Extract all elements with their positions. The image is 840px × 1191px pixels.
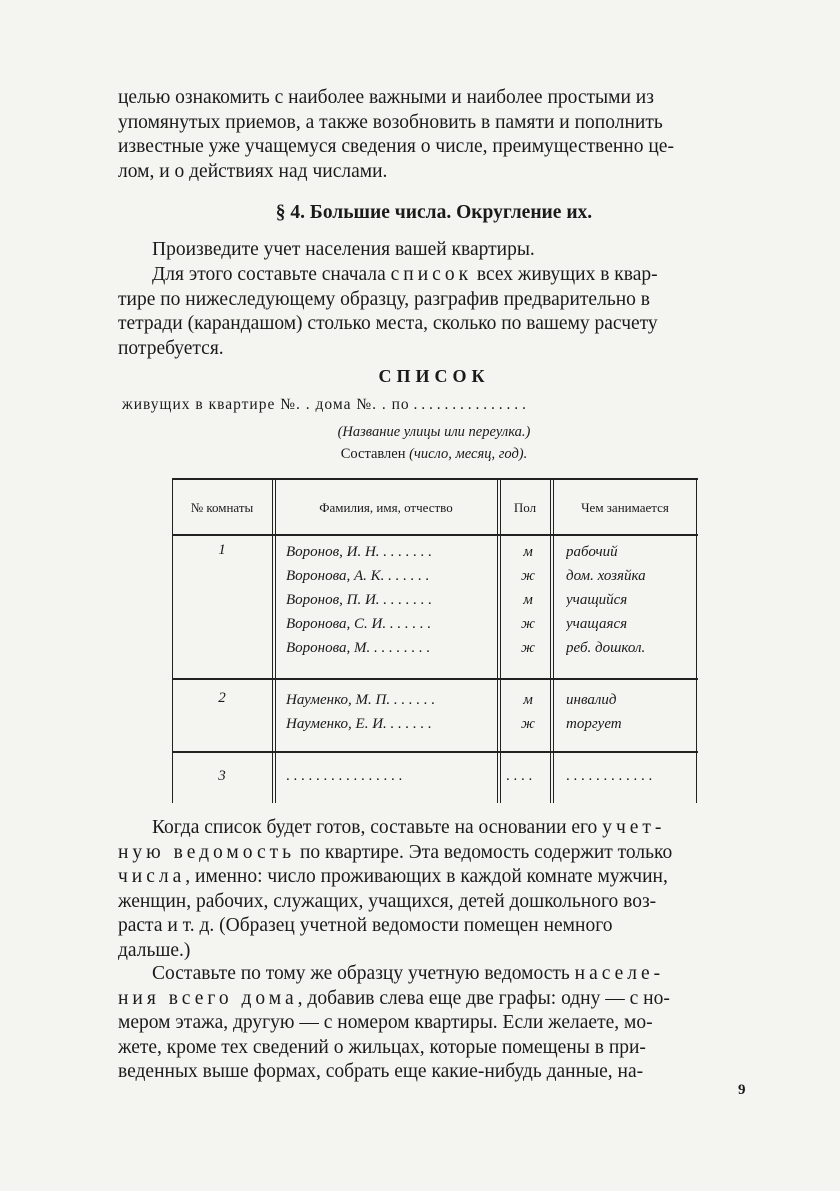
intro-line-2: упомянутых приемов, а также возобновить в памяти и пополнить	[118, 111, 663, 133]
room-2-person-1-occupation: инвалид	[566, 692, 617, 708]
para2-line-2: тире по нижеследующему образцу, разграфив предварительно в	[118, 288, 650, 310]
para4-emphasis-1: населе-	[574, 963, 665, 984]
para4-line-3: мером этажа, другую — с номером квартиры. Если желаете, мо-	[118, 1012, 653, 1033]
header-name: Фамилия, имя, отчество	[319, 499, 453, 515]
section-heading: § 4. Большие числа. Округление их.	[275, 202, 593, 223]
intro-line-3: известные уже учащемуся сведения о числе, преимущественно це-	[118, 136, 674, 157]
room-3-occupation-dots: . . . . . . . . . . . .	[566, 768, 653, 784]
form-compiled-line	[118, 446, 750, 463]
para2-line-3: тетради (карандашом) столько места, сколько по вашему расчету	[118, 313, 658, 334]
compiled-label: Составлен	[340, 446, 406, 462]
room-1-person-5-occupation: реб. дошкол.	[566, 640, 646, 656]
para2-line-1a: Для этого составьте сначала	[152, 264, 391, 285]
header-sex: Пол	[513, 499, 537, 515]
para2-line-4: потребуется.	[118, 337, 224, 359]
room-1-person-4-sex: ж	[521, 616, 535, 632]
room-1-person-3-occupation: учащийся	[566, 592, 628, 608]
intro-line-4: лом, и о действиях над числами.	[118, 160, 388, 182]
para3-emphasis-1: учет-	[602, 817, 666, 838]
room-1-number: 1	[218, 542, 226, 558]
form-address-dots: . . . . . . . . . . . . . . .	[413, 396, 526, 413]
page-number: 9	[738, 1082, 746, 1098]
para2-emphasis-list: список	[390, 264, 473, 285]
para1-line-1: Произведите учет населения вашей квартиры.	[152, 239, 535, 260]
table-header-rule	[172, 534, 698, 536]
room-2-person-1-name: Науменко, М. П. . . . . . .	[286, 692, 436, 708]
room-1-person-5-sex: ж	[521, 640, 535, 656]
room-3-name-dots: . . . . . . . . . . . . . . . .	[286, 768, 403, 784]
form-address-line	[122, 396, 750, 414]
form-address-prefix: живущих в квартире №. . дома №. . по	[122, 396, 410, 413]
room-1-person-3-sex: м	[523, 592, 533, 608]
room-2-person-1-sex: м	[523, 692, 533, 708]
para3-emphasis-2: ную ведомость	[118, 841, 296, 863]
room-2-number: 2	[218, 690, 226, 706]
intro-paragraph	[118, 86, 750, 184]
para4-line-2b: , добавив слева еще две графы: одну — с но-	[297, 987, 670, 1009]
table-room1-rule	[172, 678, 698, 680]
room-1-person-2-occupation: дом. хозяйка	[566, 568, 646, 584]
room-2-person-2-occupation: торгует	[566, 716, 622, 732]
para3-line-6: дальше.)	[118, 939, 191, 961]
para3-line-2b: по квартире. Эта ведомость содержит только	[295, 841, 673, 863]
room-1-person-5-name: Воронова, М. . . . . . . . .	[286, 640, 431, 656]
table-top-border	[172, 478, 698, 480]
room-1-person-1-name: Воронов, И. Н. . . . . . . .	[286, 544, 433, 560]
form-title: СПИСОК	[378, 366, 490, 386]
para3-line-4: женщин, рабочих, служащих, учащихся, детей дошкольного воз-	[118, 890, 657, 912]
form-street-note	[118, 424, 750, 441]
room-1-person-1-occupation: рабочий	[566, 544, 618, 560]
room-3-sex-dots: . . . .	[506, 768, 533, 784]
intro-line-1: целью ознакомить с наиболее важными и наиболее простыми из	[118, 87, 654, 108]
table-room2-rule	[172, 751, 698, 753]
room-3-number: 3	[218, 768, 226, 784]
para3-emphasis-3: числа	[118, 866, 186, 887]
compiled-note: (число, месяц, год).	[409, 446, 528, 462]
room-1-person-2-sex: ж	[521, 568, 535, 584]
header-room: № комнаты	[190, 499, 254, 515]
para4-line-5: веденных выше формах, собрать еще какие-нибудь данные, на-	[118, 1061, 644, 1082]
paragraph-house-register	[118, 962, 750, 1085]
para3-line-3b: , именно: число проживающих в каждой комнате мужчин,	[185, 866, 668, 887]
header-occupation: Чем занимается	[581, 499, 669, 515]
paragraph-census	[118, 238, 750, 263]
room-2-person-2-sex: ж	[521, 716, 535, 732]
street-note-text: (Название улицы или переулка.)	[337, 424, 531, 440]
table-right-border	[696, 478, 697, 803]
room-1-person-1-sex: м	[523, 544, 533, 560]
para4-emphasis-2: ния всего дома	[118, 987, 298, 1009]
para4-line-1a: Составьте по тому же образцу учетную ведомость	[152, 963, 575, 984]
residents-table	[172, 478, 698, 803]
para2-line-1c: всех живущих в квар-	[472, 264, 658, 285]
room-1-person-4-name: Воронова, С. И. . . . . . .	[286, 616, 432, 632]
para3-line-1a: Когда список будет готов, составьте на основании его	[152, 817, 603, 838]
room-1-person-2-name: Воронова, А. К. . . . . . .	[286, 568, 430, 584]
room-1-person-4-occupation: учащаяся	[566, 616, 628, 632]
room-1-person-3-name: Воронов, П. И. . . . . . . .	[286, 592, 433, 608]
para4-line-4: жете, кроме тех сведений о жильцах, которые помещены в при-	[118, 1036, 646, 1058]
paragraph-register	[118, 816, 750, 963]
para3-line-5: раста и т. д. (Образец учетной ведомости помещен немного	[118, 915, 613, 936]
room-2-person-2-name: Науменко, Е. И. . . . . . .	[286, 716, 432, 732]
paragraph-instructions	[118, 263, 750, 361]
